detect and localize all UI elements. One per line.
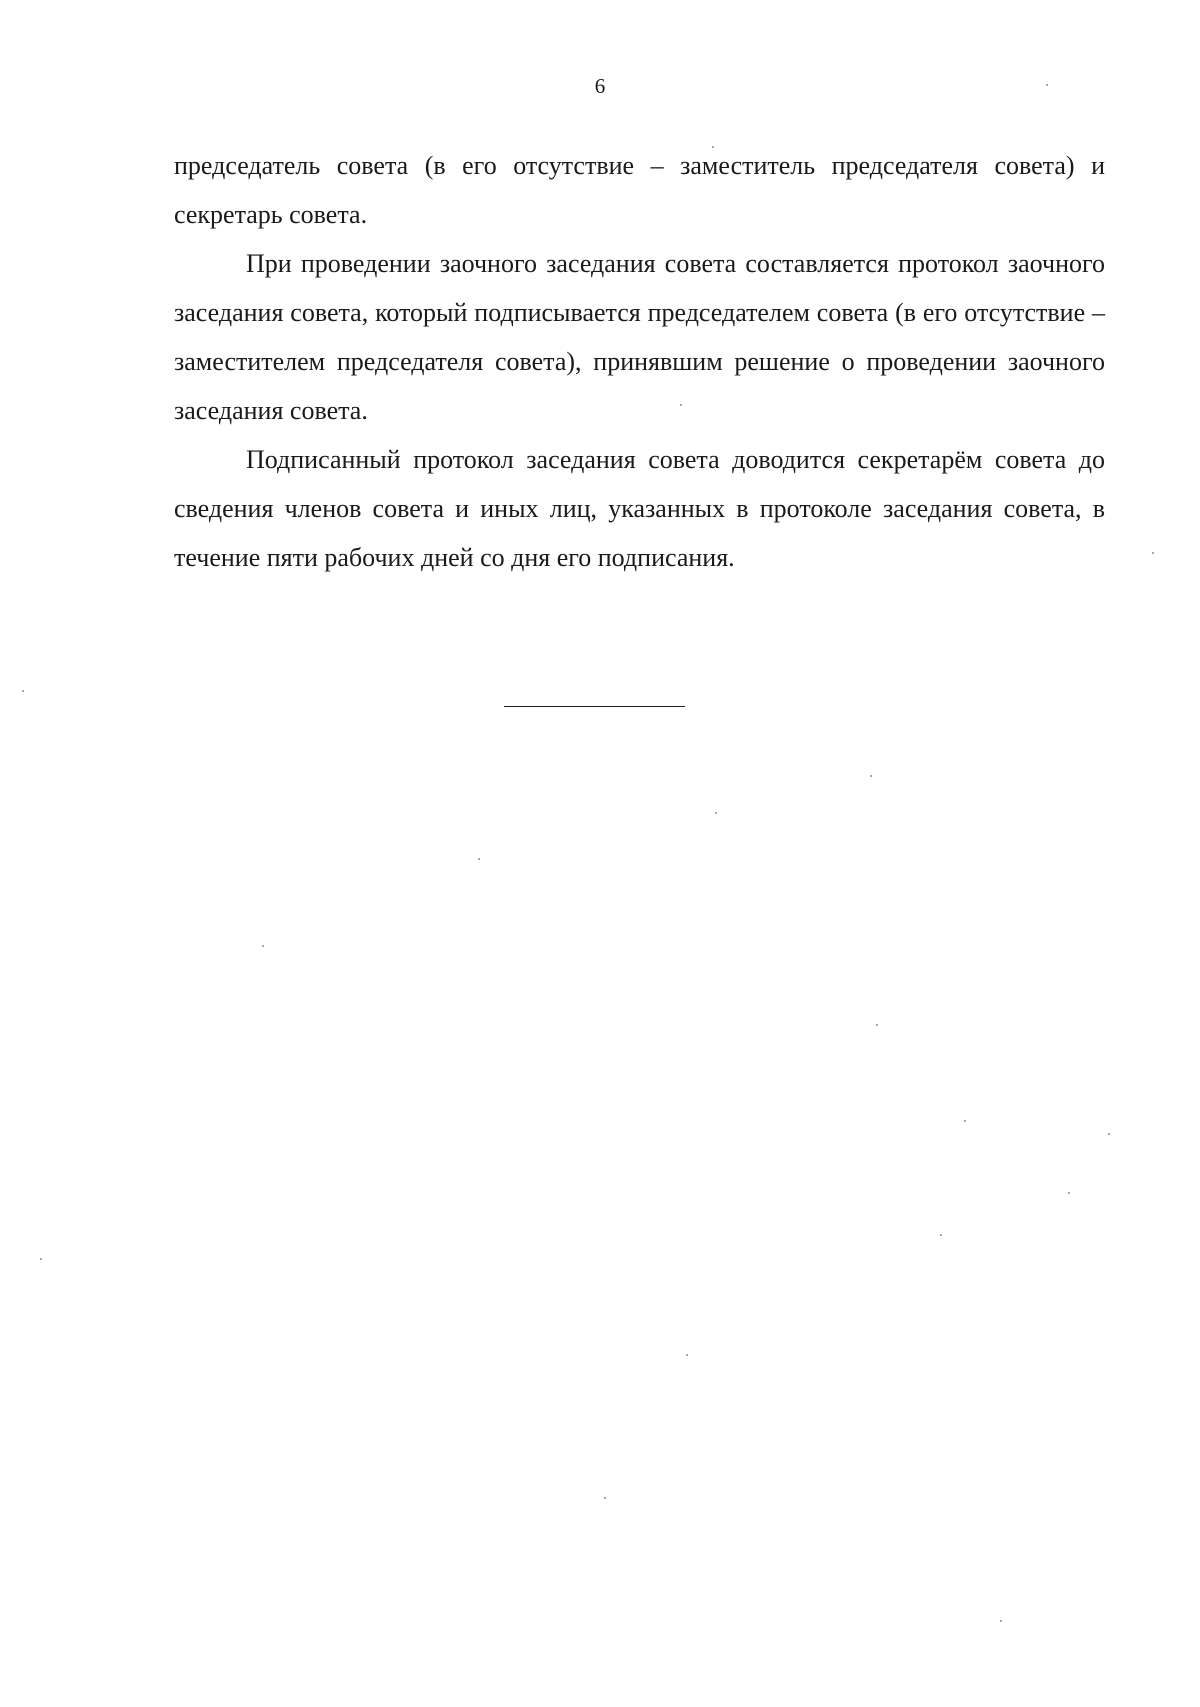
body-text — [174, 141, 1105, 582]
paragraph-continuation: председатель совета (в его отсутствие – заместитель председателя совета) и секретарь совета. — [174, 151, 1105, 229]
paragraph-remote-meeting-protocol: При проведении заочного заседания совета составляется протокол заочного заседания совета, который подписывается председателем совета (в его отсутствие – заместителем председателя совета), принявшим решение о проведении заочного заседания совета. — [174, 249, 1105, 425]
paragraph-protocol-distribution: Подписанный протокол заседания совета доводится секретарём совета до сведения членов совета и иных лиц, указанных в протоколе заседания совета, в течение пяти рабочих дней со дня его подписания. — [174, 445, 1105, 572]
end-of-text-rule — [504, 706, 685, 707]
page-number: 6 — [594, 74, 606, 98]
